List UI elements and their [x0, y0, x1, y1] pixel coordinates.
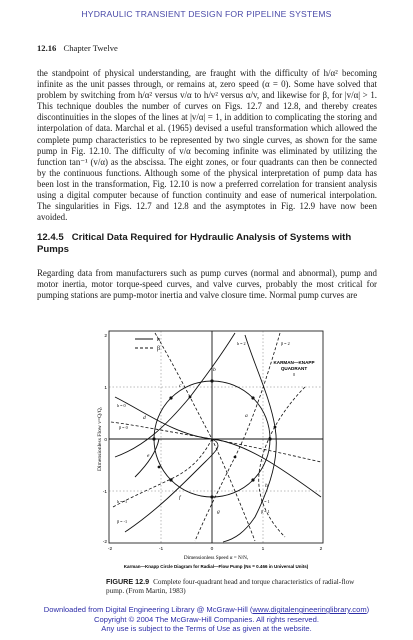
x-tick-1: -1 [158, 547, 164, 552]
figure-caption [106, 577, 366, 596]
curve-label-0: h = 0 [117, 403, 126, 408]
footer-line-2: Copyright © 2004 The McGraw-Hill Companies. All rights reserved. [94, 614, 319, 624]
y-tick-2: 0 [104, 438, 107, 443]
zone-letter-f: f [179, 495, 181, 501]
quadrant-label-line1: KARMAN—KNAPP [273, 360, 315, 365]
legend-h-label: h [157, 337, 160, 343]
footer-line-1-suffix: ) [366, 605, 370, 614]
curve-label-6: h = 2 [237, 341, 246, 346]
zone-letter-d: d [143, 415, 146, 421]
zone-letter-e: e [147, 453, 150, 459]
footer-line-1-prefix: Downloaded from Digital Engineering Library @ McGraw-Hill ( [43, 605, 253, 614]
zone-letter-h: h [265, 483, 268, 489]
x-ticks [108, 546, 323, 552]
footer-line-3: Any use is subject to the Terms of Use as given at the website. [101, 624, 312, 634]
zone-letter-a: a [245, 413, 248, 419]
y-tick-4: -2 [102, 540, 107, 545]
chapter-label: Chapter Twelve [63, 43, 118, 53]
quadrant-label-line2: QUADRANT [280, 366, 308, 371]
y-tick-0: 2 [104, 334, 107, 339]
y-tick-1: 1 [104, 386, 107, 391]
footer-line-1 [0, 605, 413, 615]
zone-letter-c: c [179, 383, 182, 389]
curve-label-1: β = 0 [119, 425, 128, 430]
page-header [37, 43, 118, 53]
y-axis-label: Dimensionless Flow v=Q/Qᵣ [97, 406, 103, 472]
body-paragraph-1: the standpoint of physical understanding, are fraught with the difficulty of h/α² becoming infinite as the unit passes through, or remains at, zero speed (α = 0). Some have solved that problem by switching from h/α² versus v/α to h/v² versus α/v, and likewise for β, for |v/α| > 1. This technique doubles the number of curves on Figs. 12.7 and 12.8, and thereby creates discontinuities in the slopes of the lines at |v/α| = 1, in addition to complicating the storing and interpolation of data. Marchal et al. (1965) devised a useful transformation which allowed the complete pump characteristics to be represented by two single curves, as shown for the same pump in Fig. 12.10. The difficulty of v/α becoming infinite was eliminated by utilizing the function tan⁻¹ (v/α) as the abscissa. The eight zones, or four quadrants can then be connected by the continuous functions. Although some of the physical interpretation of pump data has been lost in the transformation, Fig. 12.10 is now a preferred correlation for transient analysis using a digital computer because of function continuity and ease of numerical interpolation. The singularities in Figs. 12.7 and 12.8 and the asymptotes in Fig. 12.9 have now been avoided. [37, 68, 377, 223]
section-heading [37, 232, 377, 256]
quadrant-label-line3: I [293, 372, 295, 377]
footer-site-link[interactable]: www.digitalengineeringlibrary.com [252, 605, 367, 614]
curve-label-7: β = 2 [281, 341, 290, 346]
figure-sub-label: Karman—Knapp Circle Diagram for Radial—Flow Pump (Ns = 0.466 in Universal Units) [123, 564, 309, 569]
x-tick-3: 1 [261, 547, 265, 552]
quadrant-label [270, 357, 318, 379]
x-axis-label: Dimensionless Speed α = N/Nᵣ [183, 555, 249, 561]
curve-label-3: β = 1 [261, 509, 270, 514]
footer [0, 605, 413, 634]
figure-12-9 [95, 327, 335, 577]
zone-letter-b: b [213, 367, 216, 373]
zone-letter-g: g [217, 509, 220, 515]
x-tick-0: -2 [107, 547, 113, 552]
curve-label-2: h = 1 [261, 499, 270, 504]
x-tick-2: 0 [210, 547, 214, 552]
figure-caption-label: FIGURE 12.9 [106, 577, 150, 586]
legend-beta-label: β [157, 346, 161, 352]
page-number: 12.16 [37, 43, 57, 53]
y-tick-3: -1 [102, 490, 107, 495]
curve-label-4: h = -1 [117, 499, 128, 504]
x-tick-4: 2 [319, 547, 323, 552]
body-paragraph-2: Regarding data from manufacturers such as pump curves (normal and abnormal), pump and motor inertia, motor torque-speed curves, and valve curves, probably the most critical for pumping stations are pump-motor inertia and valve closure time. Normal pump curves are [37, 268, 377, 301]
figure-caption-text: Complete four-quadrant head and torque characteristics of radial-flow pump. (From Martin, 1983) [106, 578, 355, 595]
section-title: Critical Data Required for Hydraulic Analysis of Systems with Pumps [37, 232, 352, 255]
running-head: HYDRAULIC TRANSIENT DESIGN FOR PIPELINE SYSTEMS [81, 9, 332, 19]
circle-diagram [95, 327, 335, 577]
y-ticks [103, 333, 108, 545]
section-number: 12.4.5 [37, 232, 64, 243]
curve-label-5: β = -1 [117, 519, 128, 524]
